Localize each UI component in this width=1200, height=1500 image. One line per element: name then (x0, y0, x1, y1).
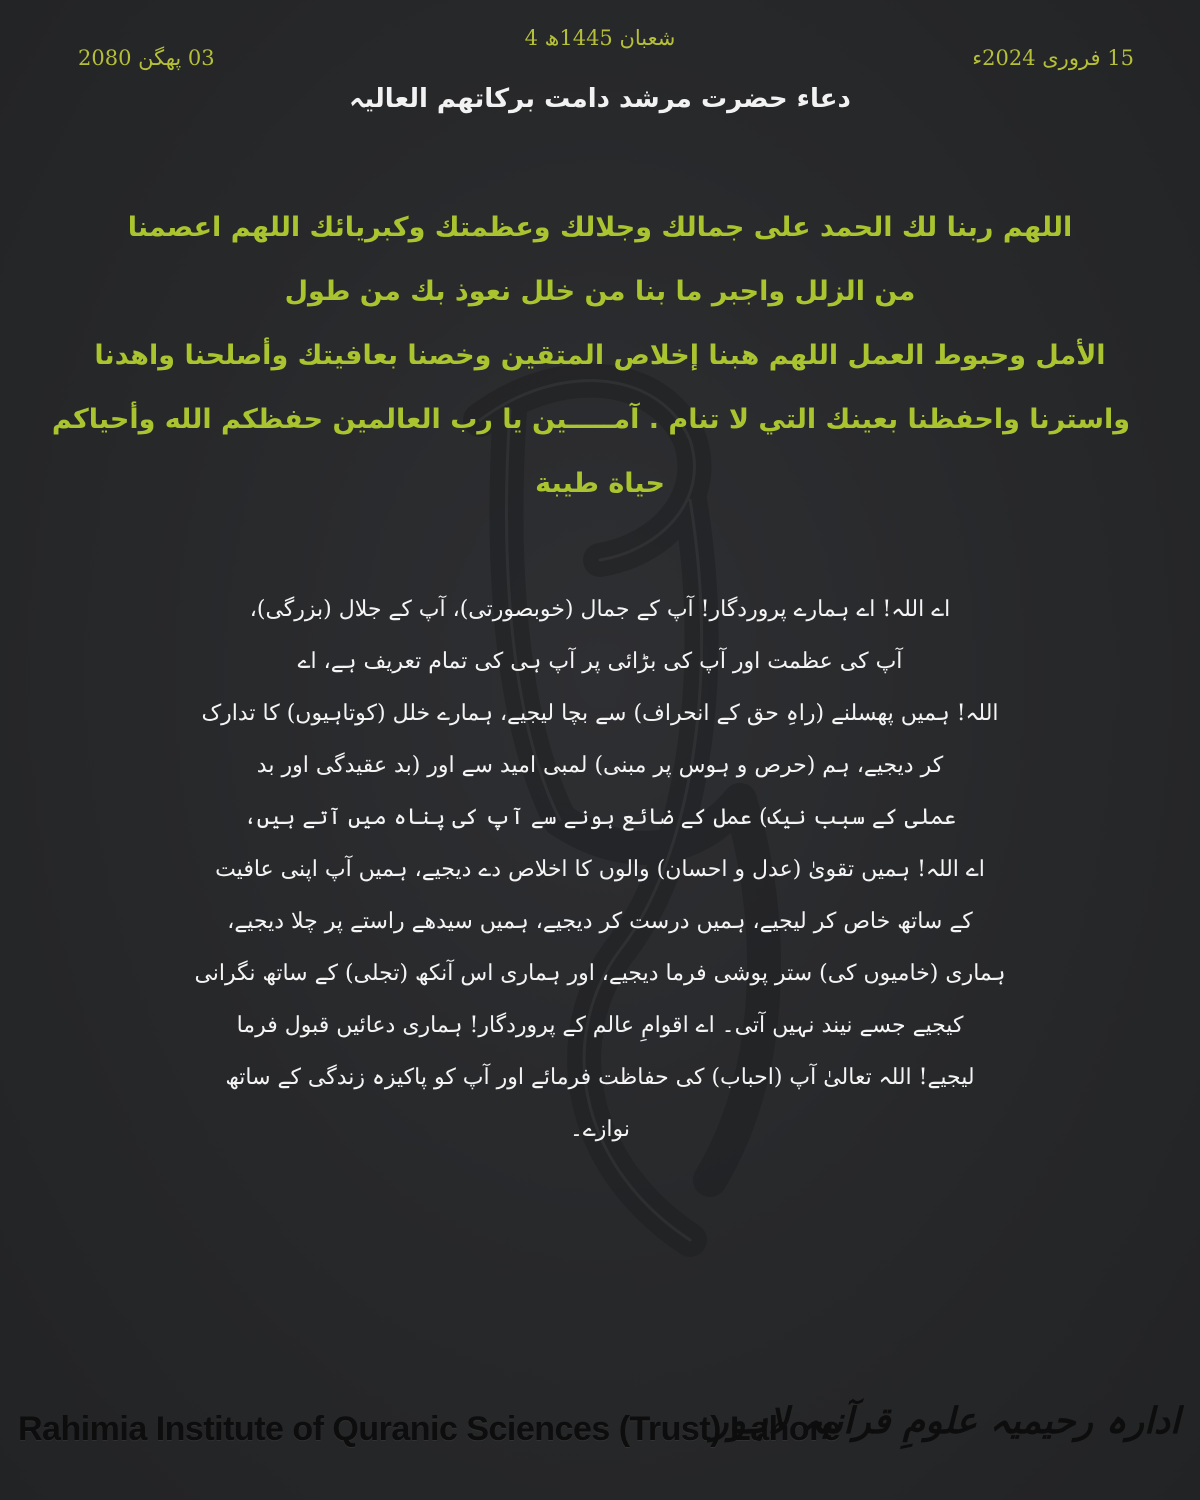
urdu-line: کر دیجیے، ہم (حرص و ہوس پر مبنی) لمبی امید سے اور (بد عقیدگی اور بد (256, 753, 944, 778)
urdu-line: کے ساتھ خاص کر لیجیے، ہمیں درست کر دیجیے، ہمیں سیدھے راستے پر چلا دیجیے، (227, 909, 973, 934)
arabic-line: حياة طيبة (535, 468, 665, 499)
urdu-line: اللہ! ہمیں پھسلنے (راہِ حق کے انحراف) سے بچا لیجیے، ہمارے خلل (کوتاہیوں) کا تدارک (201, 701, 999, 726)
institute-name-english: Rahimia Institute of Quranic Sciences (Trust) Lahore (18, 1410, 841, 1448)
page-title: دعاء حضرت مرشد دامت برکاتھم العالیہ (349, 84, 851, 114)
institute-name-urdu-logo: ادارہ رحیمیہ علومِ قرآنیہ لاہور (711, 1400, 1180, 1442)
urdu-line: اے اللہ! ہمیں تقویٰ (عدل و احسان) والوں کا اخلاص دے دیجیے، ہمیں آپ اپنی عافیت (215, 857, 985, 882)
gregorian-date: 15 فروری 2024ء (972, 46, 1134, 70)
arabic-line: الأمل وحبوط العمل اللھم ھبنا إخلاص المتقين وخصنا بعافيتك وأصلحنا واھدنا (94, 340, 1106, 371)
arabic-dua (51, 196, 1130, 516)
arabic-line: من الزلل واجبر ما بنا من خلل نعوذ بك من طول (284, 276, 916, 307)
urdu-line: آپ کی عظمت اور آپ کی بڑائی پر آپ ہی کی تمام تعریف ہے، اے (297, 649, 903, 674)
urdu-line: اے اللہ! اے ہمارے پروردگار! آپ کے جمال (خوبصورتی)، آپ کے جلال (بزرگی)، (249, 597, 951, 622)
urdu-line: ہماری (خامیوں کی) ستر پوشی فرما دیجیے، اور ہماری اس آنکھ (تجلی) کے ساتھ نگرانی (194, 961, 1006, 986)
bikrami-date: 03 پھگن 2080 (78, 46, 215, 70)
urdu-line: لیجیے! اللہ تعالیٰ آپ (احباب) کی حفاظت فرمائے اور آپ کو پاکیزہ زندگی کے ساتھ (225, 1065, 975, 1090)
arabic-line: اللھم ربنا لك الحمد علی جمالك وجلالك وعظمتك وکبریائك اللھم اعصمنا (127, 212, 1073, 243)
urdu-translation (160, 584, 1040, 1156)
arabic-line: واسترنا واحفظنا بعينك التي لا تنام . آمـــــين يا رب العالمين حفظكم الله وأحياكم (51, 404, 1130, 435)
urdu-line: نوازے۔ (569, 1117, 630, 1142)
urdu-line: کیجیے جسے نیند نہیں آتی۔ اے اقوامِ عالم کے پروردگار! ہماری دعائیں قبول فرما (236, 1013, 964, 1038)
hijri-date: 4 شعبان 1445ھ (524, 26, 676, 50)
urdu-line: عملی کے سبب نیک) عمل کے ضائع ہونے سے آپ کی پناہ میں آتے ہیں، (243, 805, 957, 830)
